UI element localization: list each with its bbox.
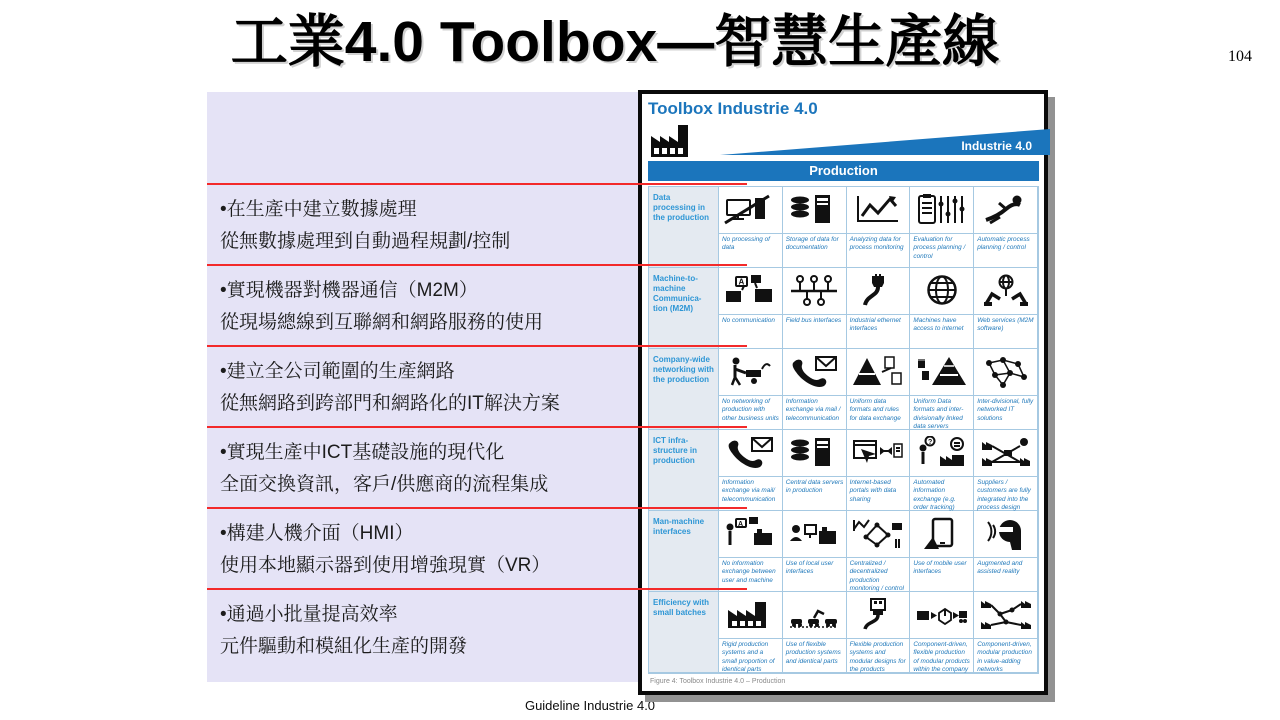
data-storage-icon — [783, 430, 846, 476]
pyramid-servers-icon — [910, 349, 973, 395]
feature-row-line1: •構建人機介面（HMI） — [220, 523, 414, 544]
toolbox-cell-caption: Uniform Data formats and inter-divisionally linked data servers — [910, 395, 973, 431]
toolbox-cell — [974, 187, 1038, 268]
toolbox-cell-caption: No processing of data — [719, 233, 782, 267]
person-cart-icon — [719, 349, 782, 395]
feature-row-line1: •在生產中建立數據處理 — [220, 199, 417, 220]
data-storage-icon — [783, 187, 846, 233]
phone-mail-icon — [783, 349, 846, 395]
toolbox-cell — [910, 511, 974, 592]
feature-row — [207, 426, 640, 518]
feature-row-line2: 從無網路到跨部門和網路化的IT解決方案 — [220, 393, 560, 414]
crossed-computer-icon — [719, 187, 782, 233]
red-divider-line — [207, 264, 747, 266]
toolbox-cell-caption: Automatic process planning / control — [974, 233, 1037, 267]
toolbox-cell-caption: Centralized / decentralized production monitoring / control — [847, 557, 910, 593]
red-divider-line — [207, 426, 747, 428]
toolbox-cell-caption: Uniform data formats and rules for data exchange — [847, 395, 910, 429]
red-divider-line — [207, 588, 747, 590]
svg-text:A: A — [738, 277, 745, 287]
toolbox-cell — [910, 430, 974, 511]
toolbox-row-label: Company-wide networking with the production — [649, 349, 719, 430]
feature-panel — [207, 92, 640, 682]
toolbox-cell — [719, 592, 783, 673]
toolbox-cell-caption: Analyzing data for process monitoring — [847, 233, 910, 267]
toolbox-cell-caption: No communication — [719, 314, 782, 348]
globe-robot-icon — [974, 268, 1037, 314]
feature-row-line1: •通過小批量提高效率 — [220, 604, 398, 625]
slide-title: 工業4.0 Toolbox—智慧生產線 — [230, 10, 1000, 74]
toolbox-cell-caption: Suppliers / customers are fully integrated into the process design — [974, 476, 1037, 512]
toolbox-row-label: ICT infra-structure in production — [649, 430, 719, 511]
feature-row — [207, 507, 640, 599]
toolbox-cell — [783, 511, 847, 592]
flexible-line-icon — [783, 592, 846, 638]
monitoring-network-icon — [847, 511, 910, 557]
factory-icon — [649, 122, 691, 158]
feature-row-line2: 使用本地顯示器到使用增強現實（VR） — [220, 555, 551, 576]
toolbox-row-label: Man-machine interfaces — [649, 511, 719, 592]
toolbox-table — [648, 186, 1039, 674]
toolbox-cell — [910, 268, 974, 349]
toolbox-cell-caption: Field bus interfaces — [783, 314, 846, 348]
figure-caption: Figure 4: Toolbox Industrie 4.0 – Production — [650, 678, 786, 685]
toolbox-cell — [974, 511, 1038, 592]
toolbox-cell — [974, 268, 1038, 349]
toolbox-cell-caption: Component-driven, flexible production of modular products within the company — [910, 638, 973, 674]
toolbox-cell-caption: Central data servers in production — [783, 476, 846, 510]
toolbox-cell-caption: Industrial ethernet interfaces — [847, 314, 910, 348]
usb-plug-icon — [847, 592, 910, 638]
toolbox-row-label: Data processing in the production — [649, 187, 719, 268]
toolbox-cell — [719, 430, 783, 511]
toolbox-cell-caption: Storage of data for documentation — [783, 233, 846, 267]
toolbox-cell — [910, 592, 974, 673]
toolbox-row-label: Efficiency with small batches — [649, 592, 719, 673]
pyramid-docs-icon — [847, 349, 910, 395]
feature-row-line1: •實現生產中ICT基礎設施的現代化 — [220, 442, 505, 463]
toolbox-cell-caption: Web services (M2M software) — [974, 314, 1037, 348]
toolbox-cell-caption: No networking of production with other business units — [719, 395, 782, 429]
toolbox-cell — [719, 511, 783, 592]
toolbox-cell-caption: Rigid production systems and a small proportion of identical parts — [719, 638, 782, 674]
local-interface-icon — [783, 511, 846, 557]
field-bus-icon — [783, 268, 846, 314]
network-nodes-icon — [974, 349, 1037, 395]
feature-row — [207, 264, 640, 356]
feature-row-line2: 全面交換資訊，客戶/供應商的流程集成 — [220, 474, 549, 495]
toolbox-cell — [974, 592, 1038, 673]
toolbox-cell-caption: Use of flexible production systems and identical parts — [783, 638, 846, 672]
industrie40-wedge-label: Industrie 4.0 — [961, 139, 1032, 153]
page-number: 104 — [1228, 48, 1252, 65]
relaxed-person-icon — [974, 187, 1037, 233]
toolbox-cell-caption: Inter-divisional, fully networked IT solutions — [974, 395, 1037, 429]
toolbox-cell — [910, 349, 974, 430]
feature-row-line1: •建立全公司範圍的生產網路 — [220, 361, 455, 382]
toolbox-image-title: Toolbox Industrie 4.0 — [648, 99, 818, 118]
red-divider-line — [207, 345, 747, 347]
toolbox-cell-caption: Use of mobile user interfaces — [910, 557, 973, 591]
person-machine-speech-icon — [719, 511, 782, 557]
toolbox-cell — [783, 430, 847, 511]
toolbox-cell — [719, 349, 783, 430]
production-band: Production — [648, 161, 1039, 181]
person-factory-chat-icon — [910, 430, 973, 476]
factory-network-icon — [974, 430, 1037, 476]
toolbox-cell-caption: Information exchange via mail/ telecommunication — [719, 476, 782, 510]
machines-speech-icon — [719, 268, 782, 314]
toolbox-cell — [783, 187, 847, 268]
feature-row — [207, 183, 640, 275]
toolbox-cell-caption: Evaluation for process planning / control — [910, 233, 973, 267]
toolbox-cell — [847, 187, 911, 268]
red-divider-line — [207, 507, 747, 509]
factory-icon — [719, 592, 782, 638]
clipboard-sliders-icon — [910, 187, 973, 233]
tablet-icon — [910, 511, 973, 557]
svg-text:?: ? — [927, 439, 933, 446]
globe-icon — [910, 268, 973, 314]
toolbox-cell — [783, 592, 847, 673]
toolbox-cell — [847, 511, 911, 592]
svg-text:A: A — [738, 521, 744, 528]
feature-row — [207, 345, 640, 437]
toolbox-cell-caption: Automated information exchange (e.g. order tracking) — [910, 476, 973, 512]
toolbox-cell — [847, 592, 911, 673]
toolbox-cell-caption: Component-driven, modular production in value-adding networks — [974, 638, 1037, 674]
toolbox-cell — [719, 268, 783, 349]
toolbox-cell — [783, 349, 847, 430]
toolbox-cell — [974, 430, 1038, 511]
ar-head-icon — [974, 511, 1037, 557]
modular-network-icon — [974, 592, 1037, 638]
browser-share-icon — [847, 430, 910, 476]
feature-row-line1: •實現機器對機器通信（M2M） — [220, 280, 478, 301]
footer-caption: Guideline Industrie 4.0 — [524, 698, 656, 713]
toolbox-cell-caption: Information exchange via mail / telecommunication — [783, 395, 846, 429]
toolbox-cell — [719, 187, 783, 268]
chart-icon — [847, 187, 910, 233]
feature-row — [207, 588, 640, 693]
toolbox-cell — [847, 268, 911, 349]
feature-row-line2: 從無數據處理到自動過程規劃/控制 — [220, 231, 511, 252]
toolbox-cell — [974, 349, 1038, 430]
toolbox-cell-caption: Use of local user interfaces — [783, 557, 846, 591]
toolbox-cell — [783, 268, 847, 349]
toolbox-figure-image — [638, 90, 1048, 695]
red-divider-line — [207, 183, 747, 185]
toolbox-cell-caption: Flexible production systems and modular designs for the products — [847, 638, 910, 674]
toolbox-cell — [910, 187, 974, 268]
phone-mail-icon — [719, 430, 782, 476]
toolbox-cell — [847, 430, 911, 511]
toolbox-cell-caption: Internet-based portals with data sharing — [847, 476, 910, 510]
toolbox-cell-caption: Machines have access to internet — [910, 314, 973, 348]
toolbox-cell — [847, 349, 911, 430]
toolbox-cell-caption: Augmented and assisted reality — [974, 557, 1037, 591]
toolbox-row-label: Machine-to-machine Communica-tion (M2M) — [649, 268, 719, 349]
feature-row-line2: 從現場總線到互聯網和網路服務的使用 — [220, 312, 544, 333]
toolbox-header-band — [648, 119, 1039, 159]
feature-row-line2: 元件驅動和模組化生產的開發 — [220, 636, 468, 657]
component-flow-icon — [910, 592, 973, 638]
toolbox-cell-caption: No information exchange between user and machine — [719, 557, 782, 591]
ethernet-cable-icon — [847, 268, 910, 314]
